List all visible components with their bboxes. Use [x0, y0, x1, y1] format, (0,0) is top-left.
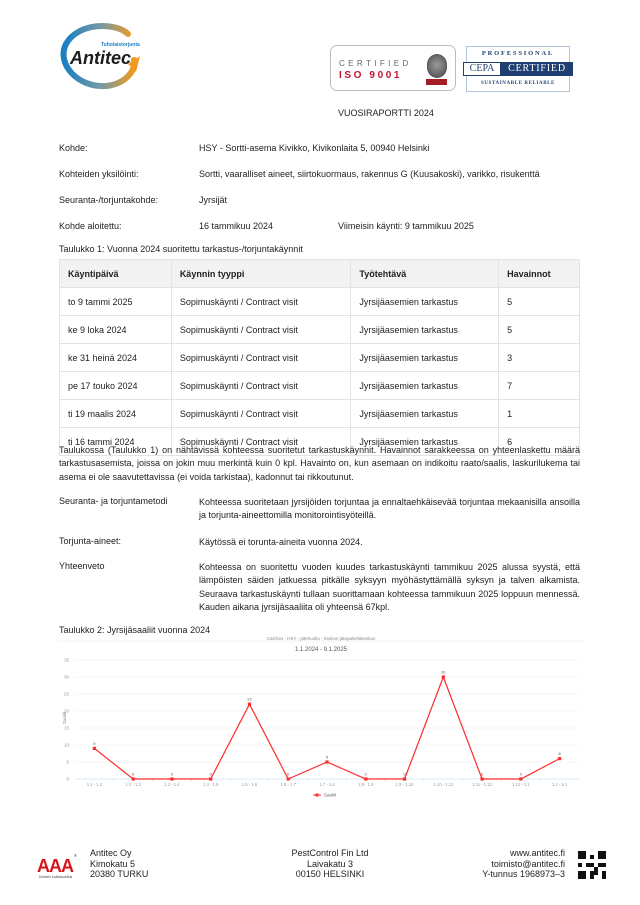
- footer-contact: [440, 848, 565, 880]
- x-tick-label: 1.6 - 1.7: [280, 782, 296, 787]
- cepa-sustainable-text: SUSTAINABLE RELIABLE: [480, 81, 555, 86]
- cepa-certified-badge: [466, 46, 570, 92]
- catches-chart: [57, 636, 585, 806]
- table-row: [60, 316, 580, 344]
- data-point: [480, 777, 483, 780]
- table-cell: Jyrsijäasemien tarkastus: [351, 288, 499, 316]
- data-point: [519, 777, 522, 780]
- qr-code-icon: [578, 851, 606, 879]
- column-header: Käyntipäivä: [60, 260, 172, 288]
- aaa-rating-logo: [36, 850, 78, 886]
- svg-text:AAA: AAA: [37, 856, 73, 876]
- cepa-certified-text: CERTIFIED: [501, 62, 573, 76]
- catches-chart-svg: [57, 636, 585, 806]
- svg-text:Antitec: Antitec: [70, 48, 132, 68]
- svg-text:Korkein luottoluokitus: Korkein luottoluokitus: [39, 875, 73, 879]
- column-header: Käynnin tyyppi: [171, 260, 351, 288]
- chart-caption: Taulukko 2: Jyrsijäsaaliit vuonna 2024: [59, 625, 211, 635]
- table-cell: ke 9 loka 2024: [60, 316, 172, 344]
- table-cell: Sopimuskäynti / Contract visit: [171, 344, 351, 372]
- data-label: 0: [132, 771, 135, 777]
- column-header: Havainnot: [499, 260, 580, 288]
- y-tick-label: 30: [63, 674, 69, 680]
- y-tick-label: 0: [66, 776, 69, 782]
- table-cell: Sopimuskäynti / Contract visit: [171, 316, 351, 344]
- info-value-viimeisin-kaynti: Viimeisin käynti: 9 tammikuu 2025: [338, 221, 474, 231]
- data-point: [170, 777, 173, 780]
- data-label: 0: [287, 771, 290, 777]
- footer-left-line: Antitec Oy: [90, 848, 132, 858]
- table1-caption: Taulukko 1: Vuonna 2024 suoritettu tarkastus-/torjuntakäynnit: [59, 244, 303, 254]
- info-value-yksilointi: Sortti, vaaralliset aineet, siirtokuormaus, rakennus G (Kuusakoski), varikko, risukenttä: [199, 169, 540, 179]
- column-header: Työtehtävä: [351, 260, 499, 288]
- data-point: [558, 757, 561, 760]
- bureau-veritas-bar-icon: [426, 79, 447, 85]
- x-tick-label: 1.1 - 9.1: [551, 782, 568, 787]
- table-cell: 3: [499, 344, 580, 372]
- data-label: 9: [93, 740, 96, 746]
- info-label-seurantakohde: Seuranta-/torjuntakohde:: [59, 195, 159, 205]
- data-label: 0: [480, 771, 484, 777]
- table-cell: 5: [499, 288, 580, 316]
- footer-website-link[interactable]: www.antitec.fi: [509, 848, 565, 858]
- table-cell: Jyrsijäasemien tarkastus: [351, 344, 499, 372]
- footer-mid-line: 00150 HELSINKI: [295, 869, 365, 879]
- footer-email-link[interactable]: toimisto@antitec.fi: [491, 858, 565, 869]
- aaa-logo-icon: [36, 850, 78, 886]
- table-cell: Jyrsijäasemien tarkastus: [351, 400, 499, 428]
- info-value-kohde: HSY - Sortti-asema Kivikko, Kivikonlaita 5, 00940 Helsinki: [199, 143, 430, 153]
- data-point: [364, 777, 367, 780]
- x-tick-label: 1.3 - 1.4: [164, 782, 180, 787]
- y-tick-label: 35: [63, 657, 69, 663]
- section-label-metodi: Seuranta- ja torjuntametodi: [59, 496, 168, 506]
- footer-left-line: Kimokatu 5: [90, 858, 136, 869]
- table-cell: 7: [499, 372, 580, 400]
- table-cell: to 9 tammi 2025: [60, 288, 172, 316]
- data-label: 30: [441, 669, 446, 675]
- section-text-torjunta-aineet: Käytössä ei torunta-aineita vuonna 2024.: [199, 537, 363, 547]
- table-cell: Sopimuskäynti / Contract visit: [171, 288, 351, 316]
- table-cell: Sopimuskäynti / Contract visit: [171, 428, 351, 456]
- x-tick-label: 1.8 - 1.9: [358, 782, 374, 787]
- data-point: [209, 777, 212, 780]
- y-tick-label: 10: [63, 742, 69, 748]
- data-point: [287, 777, 290, 780]
- table-cell: 5: [499, 316, 580, 344]
- table-cell: 6: [499, 428, 580, 456]
- iso-9001-badge: [330, 45, 456, 91]
- cepa-text: CEPA: [463, 62, 501, 76]
- y-tick-label: 5: [66, 759, 69, 765]
- footer-mid-line: Laivakatu 3: [306, 858, 354, 869]
- data-label: 22: [247, 696, 252, 702]
- cepa-professional-text: PROFESSIONAL: [481, 50, 555, 57]
- info-value-aloitettu: 16 tammikuu 2024: [199, 221, 274, 231]
- data-label: 0: [209, 771, 212, 777]
- section-label-torjunta-aineet: Torjunta-aineet:: [59, 536, 122, 546]
- data-point: [93, 747, 96, 750]
- table-cell: Sopimuskäynti / Contract visit: [171, 400, 351, 428]
- table-cell: Sopimuskäynti / Contract visit: [171, 372, 351, 400]
- svg-text:Tuholaistorjunta: Tuholaistorjunta: [101, 42, 140, 48]
- data-label: 5: [325, 754, 329, 760]
- section-label-yhteenveto: Yhteenveto: [59, 561, 105, 571]
- cepa-mid-band: [463, 62, 573, 76]
- x-tick-label: 1.11 - 1.12: [472, 782, 492, 787]
- info-label-kohde: Kohde:: [59, 143, 88, 153]
- info-value-seurantakohde: Jyrsijät: [199, 195, 228, 205]
- table-row: [60, 288, 580, 316]
- x-tick-label: 1.7 - 1.8: [319, 782, 335, 787]
- footer-business-id: Y-tunnus 1968973–3: [482, 869, 565, 879]
- table-row: [60, 400, 580, 428]
- footer-mid-line: PestControl Fin Ltd: [291, 848, 369, 858]
- table-cell: ti 16 tammi 2024: [60, 428, 172, 456]
- antitec-logo: [58, 20, 144, 92]
- footer-left-line: 20380 TURKU: [90, 869, 149, 879]
- data-label: 0: [364, 771, 367, 777]
- svg-text:®: ®: [74, 853, 77, 858]
- table-header-row: [60, 260, 580, 288]
- data-point: [248, 703, 251, 706]
- table-row: [60, 344, 580, 372]
- section-text-metodi: Kohteessa suoritetaan jyrsijöiden torjuntaa ja ennaltaehkäisevää torjuntaa mekaanisilla ansoilla ja torjunta-aineettomilla monitorointisyöteillä.: [199, 497, 580, 521]
- table-cell: Jyrsijäasemien tarkastus: [351, 372, 499, 400]
- x-tick-label: 1.9 - 1.10: [395, 782, 414, 787]
- info-label-yksilointi: Kohteiden yksilöinti:: [59, 169, 139, 179]
- visits-table: [59, 259, 580, 456]
- table-cell: ke 31 heinä 2024: [60, 344, 172, 372]
- y-tick-label: 15: [63, 725, 69, 731]
- data-point: [403, 777, 406, 780]
- legend-marker: [316, 794, 319, 797]
- table1-note: Taulukossa (Taulukko 1) on nähtävissä kohteessa suoritetut tarkastuskäynnit. Havainnot sarakkeessa on yhteenlaskettu määrä tarkastusasemista, joissa on jokin muu merkintä kuin 0 kpl. Havainto on, kun asemaan on indikoitu raato/saalis, laskurilukema tai asema ei ole saavutettavissa (ei voida tarkistaa), kadonnut tai rikkoutunut.: [59, 445, 580, 482]
- data-label: 6: [558, 751, 561, 757]
- antitec-swoosh-logo-icon: [58, 20, 144, 92]
- chart-subtitle: 1.1.2024 - 9.1.2025: [294, 647, 348, 653]
- table-cell: Jyrsijäasemien tarkastus: [351, 316, 499, 344]
- table-cell: pe 17 touko 2024: [60, 372, 172, 400]
- data-point: [325, 760, 328, 763]
- table-cell: Jyrsijäasemien tarkastus: [351, 428, 499, 456]
- x-tick-label: 1.10 - 1.11: [433, 782, 454, 787]
- y-tick-label: 20: [63, 708, 69, 714]
- data-point: [132, 777, 135, 780]
- x-tick-label: 1.1 - 1.2: [86, 782, 103, 787]
- iso-number-text: ISO 9001: [339, 70, 403, 81]
- x-tick-label: 1.5 - 1.6: [241, 782, 258, 787]
- data-label: 0: [403, 771, 406, 777]
- chart-title: Catches - HSY - jätehuolto - Kivikon jätepalvelukeskus: [266, 636, 376, 641]
- table-cell: 1: [499, 400, 580, 428]
- iso-certified-text: CERTIFIED: [339, 59, 412, 68]
- data-label: 0: [519, 771, 522, 777]
- y-tick-label: 25: [63, 691, 69, 697]
- data-label: 0: [170, 771, 174, 777]
- report-title: VUOSIRAPORTTI 2024: [338, 108, 434, 118]
- footer-company-address: [90, 848, 148, 880]
- x-tick-label: 1.12 - 1.1: [511, 782, 530, 787]
- footer-partner-address: [260, 848, 400, 880]
- x-tick-label: 1.2 - 1.3: [125, 782, 141, 787]
- table-cell: ti 19 maalis 2024: [60, 400, 172, 428]
- info-label-aloitettu: Kohde aloitettu:: [59, 221, 122, 231]
- x-tick-label: 1.4 - 1.5: [203, 782, 219, 787]
- bureau-veritas-seal-icon: [427, 54, 447, 78]
- legend-label: Saaliit: [324, 792, 337, 798]
- chart-y-axis-label: Saaliit: [62, 711, 67, 725]
- data-point: [442, 675, 445, 678]
- table-row: [60, 372, 580, 400]
- section-text-yhteenveto: Kohteessa on suoritettu vuoden kuudes tarkastuskäynti tammikuu 2025 alussa syystä, että lämpöisten säiden jatkuessa pitkälle syksyyn myöhästyttämällä syksyn ja talven alkamista. Seuraava tarkastuskäynti tullaan suorittamaan kohteessa tammikuun 2025 loppuun mennessä. Kauden aikana jyrsijäsaaliita oli yhteensä 67kpl.: [199, 562, 580, 612]
